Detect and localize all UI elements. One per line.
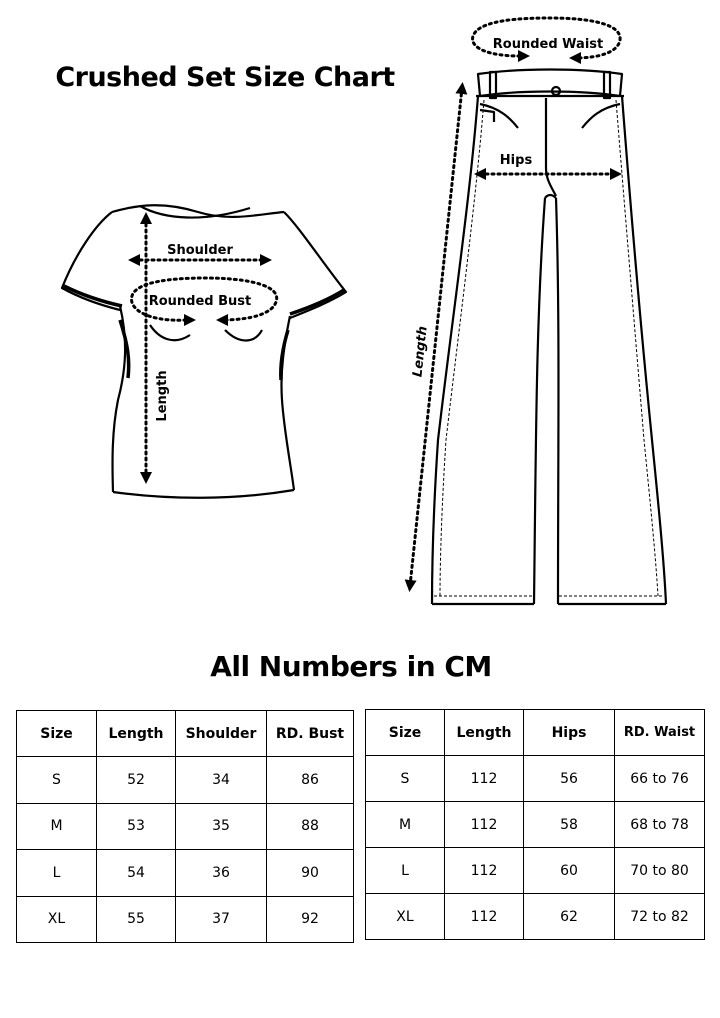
table-cell: S: [366, 756, 445, 802]
table-row: [17, 896, 354, 942]
table-cell: M: [366, 802, 445, 848]
table-row: [366, 802, 705, 848]
table-header-row: [366, 710, 705, 756]
table-cell: L: [366, 848, 445, 894]
rounded-bust-label: Rounded Bust: [148, 294, 252, 309]
table-header-row: [17, 711, 354, 757]
table-cell: S: [17, 757, 97, 803]
table-cell: 53: [97, 803, 176, 849]
table-cell: 35: [176, 803, 267, 849]
table-cell: 112: [445, 802, 524, 848]
table-row: [17, 803, 354, 849]
table-row: [17, 850, 354, 896]
table-cell: 55: [97, 896, 176, 942]
table-row: [366, 894, 705, 940]
table-cell: 60: [524, 848, 615, 894]
header-size: Size: [17, 711, 97, 757]
table-row: [366, 848, 705, 894]
table-cell: 37: [176, 896, 267, 942]
table-cell: M: [17, 803, 97, 849]
units-heading: All Numbers in CM: [210, 650, 492, 683]
header-rd-waist: RD. Waist: [615, 710, 705, 756]
table-cell: 92: [267, 896, 354, 942]
header-rd-bust: RD. Bust: [267, 711, 354, 757]
table-cell: XL: [366, 894, 445, 940]
header-hips: Hips: [524, 710, 615, 756]
table-cell: 86: [267, 757, 354, 803]
table-cell: 54: [97, 850, 176, 896]
table-row: [17, 757, 354, 803]
top-size-table: [16, 710, 354, 943]
table-cell: 70 to 80: [615, 848, 705, 894]
jeans-illustration: [432, 70, 666, 605]
table-cell: 112: [445, 756, 524, 802]
table-row: [366, 756, 705, 802]
table-cell: 34: [176, 757, 267, 803]
table-cell: 112: [445, 848, 524, 894]
table-cell: L: [17, 850, 97, 896]
table-cell: 112: [445, 894, 524, 940]
header-length: Length: [97, 711, 176, 757]
header-shoulder: Shoulder: [176, 711, 267, 757]
table-cell: 36: [176, 850, 267, 896]
table-cell: 52: [97, 757, 176, 803]
shoulder-label: Shoulder: [167, 243, 233, 258]
tshirt-length-label: Length: [155, 370, 170, 422]
table-cell: 56: [524, 756, 615, 802]
table-cell: 68 to 78: [615, 802, 705, 848]
table-cell: XL: [17, 896, 97, 942]
table-cell: 62: [524, 894, 615, 940]
bottom-size-table: [365, 709, 705, 940]
page-title: Crushed Set Size Chart: [55, 62, 395, 93]
table-cell: 88: [267, 803, 354, 849]
header-size: Size: [366, 710, 445, 756]
table-cell: 72 to 82: [615, 894, 705, 940]
jeans-length-label: Length: [410, 325, 431, 378]
rounded-waist-label: Rounded Waist: [492, 37, 604, 52]
table-cell: 58: [524, 802, 615, 848]
table-cell: 66 to 76: [615, 756, 705, 802]
table-cell: 90: [267, 850, 354, 896]
hips-label: Hips: [499, 153, 533, 168]
header-length: Length: [445, 710, 524, 756]
